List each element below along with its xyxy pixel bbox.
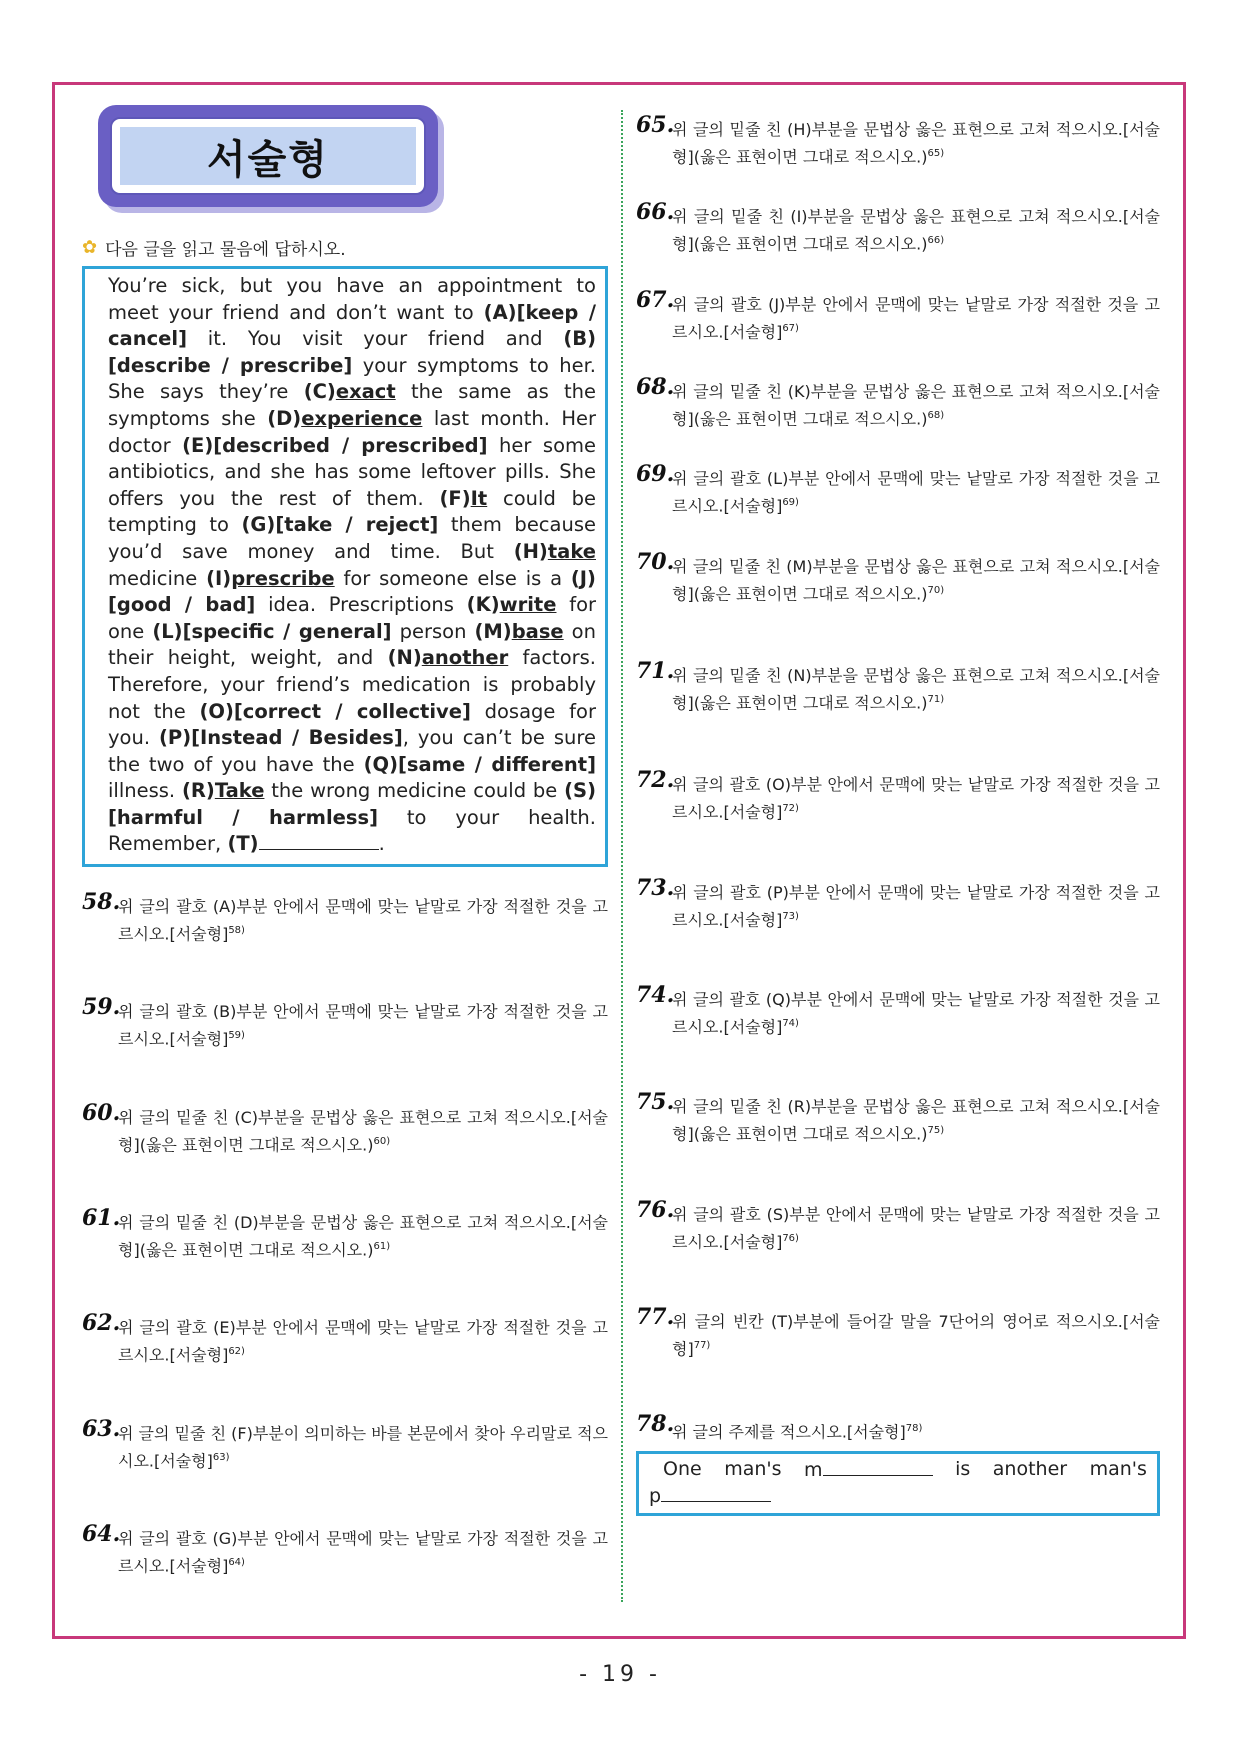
directions-text: 다음 글을 읽고 물음에 답하시오. — [105, 240, 346, 260]
section-banner — [98, 105, 438, 207]
question-78: 78. 위 글의 주제를 적으시오.[서술형]$^{78)}$ — [636, 1411, 923, 1442]
left-column — [82, 105, 608, 1578]
section-title: 서술형 — [120, 127, 416, 185]
question-62: 62. 위 글의 괄호 (E)부분 안에서 문맥에 맞는 낱말로 가장 적절한 것을 고르시오.[서술형]$^{62)}$ — [82, 1310, 608, 1365]
question-75: 75. 위 글의 밑줄 친 (R)부분을 문법상 옳은 표현으로 고쳐 적으시오.[서술형](옳은 표현이면 그대로 적으시오.)$^{75)}$ — [636, 1089, 1160, 1144]
answer-box-78: One man's m is another man's p — [636, 1451, 1160, 1516]
question-60: 60. 위 글의 밑줄 친 (C)부분을 문법상 옳은 표현으로 고쳐 적으시오.[서술형](옳은 표현이면 그대로 적으시오.)$^{60)}$ — [82, 1099, 608, 1155]
question-69: 69. 위 글의 괄호 (L)부분 안에서 문맥에 맞는 낱말로 가장 적절한 것을 고르시오.[서술형]$^{69)}$ — [636, 461, 1160, 516]
question-72: 72. 위 글의 괄호 (O)부분 안에서 문맥에 맞는 낱말로 가장 적절한 것을 고르시오.[서술형]$^{72)}$ — [636, 767, 1160, 822]
question-66: 66. 위 글의 밑줄 친 (I)부분을 문법상 옳은 표현으로 고쳐 적으시오.[서술형](옳은 표현이면 그대로 적으시오.)$^{66)}$ — [636, 199, 1160, 254]
question-77: 77. 위 글의 빈칸 (T)부분에 들어갈 말을 7단어의 영어로 적으시오.[서술형]$^{77)}$ — [636, 1303, 1160, 1359]
question-58: 58. 위 글의 괄호 (A)부분 안에서 문맥에 맞는 낱말로 가장 적절한 것을 고르시오.[서술형]$^{58)}$ — [82, 889, 608, 944]
page-number: - 19 - — [579, 1662, 661, 1687]
question-61: 61. 위 글의 밑줄 친 (D)부분을 문법상 옳은 표현으로 고쳐 적으시오.[서술형](옳은 표현이면 그대로 적으시오.)$^{61)}$ — [82, 1205, 608, 1260]
flower-icon: ✿ — [82, 237, 98, 258]
right-column — [636, 112, 1160, 1516]
blank-m[interactable] — [823, 1457, 933, 1476]
question-65: 65. 위 글의 밑줄 친 (H)부분을 문법상 옳은 표현으로 고쳐 적으시오.[서술형](옳은 표현이면 그대로 적으시오.)$^{65)}$ — [636, 112, 1160, 167]
question-76: 76. 위 글의 괄호 (S)부분 안에서 문맥에 맞는 낱말로 가장 적절한 것을 고르시오.[서술형]$^{76)}$ — [636, 1196, 1160, 1251]
question-73: 73. 위 글의 괄호 (P)부분 안에서 문맥에 맞는 낱말로 가장 적절한 것을 고르시오.[서술형]$^{73)}$ — [636, 874, 1160, 929]
reading-passage: You’re sick, but you have an appointment to meet your friend and don’t want to (A)[keep / cancel] it. You visit your friend and (B)[describe / prescribe] your symptoms to her. She says they’re (C)exact the same as the symptoms she (D)experience last month. Her doctor (E)[described / prescribed] her some antibiotics, and she has some leftover pills. She offers you the rest of them. (F)It could be tempting to (G)[take / reject] them because you’d save money and time. But (H)take medicine (I)prescribe for someone else is a (J)[good / bad] idea. Prescriptions (K)write for one (L)[specific / general] person (M)base on their height, weight, and (N)another factors. Therefore, your friend’s medication is probably not the (O)[correct / collective] dosage for you. (P)[Instead / Besides], you can’t be sure the two of you have the (Q)[same / different] illness. (R)Take the wrong medicine could be (S)[harmful / harmless] to your health. Remember, (T) . — [82, 266, 608, 867]
question-70: 70. 위 글의 밑줄 친 (M)부분을 문법상 옳은 표현으로 고쳐 적으시오.[서술형](옳은 표현이면 그대로 적으시오.)$^{70)}$ — [636, 548, 1160, 603]
blank-T[interactable] — [259, 831, 379, 850]
question-68: 68. 위 글의 밑줄 친 (K)부분을 문법상 옳은 표현으로 고쳐 적으시오.[서술형](옳은 표현이면 그대로 적으시오.)$^{68)}$ — [636, 373, 1160, 429]
question-59: 59. 위 글의 괄호 (B)부분 안에서 문맥에 맞는 낱말로 가장 적절한 것을 고르시오.[서술형]$^{59)}$ — [82, 994, 608, 1049]
blank-p[interactable] — [661, 1483, 771, 1502]
question-63: 63. 위 글의 밑줄 친 (F)부분이 의미하는 바를 본문에서 찾아 우리말로 적으시오.[서술형]$^{63)}$ — [82, 1415, 608, 1471]
question-71: 71. 위 글의 밑줄 친 (N)부분을 문법상 옳은 표현으로 고쳐 적으시오.[서술형](옳은 표현이면 그대로 적으시오.)$^{71)}$ — [636, 657, 1160, 713]
question-74: 74. 위 글의 괄호 (Q)부분 안에서 문맥에 맞는 낱말로 가장 적절한 것을 고르시오.[서술형]$^{74)}$ — [636, 981, 1160, 1037]
column-divider — [621, 110, 623, 1602]
question-67: 67. 위 글의 괄호 (J)부분 안에서 문맥에 맞는 낱말로 가장 적절한 것을 고르시오.[서술형]$^{67)}$ — [636, 286, 1160, 341]
directions — [82, 235, 608, 260]
question-64: 64. 위 글의 괄호 (G)부분 안에서 문맥에 맞는 낱말로 가장 적절한 것을 고르시오.[서술형]$^{64)}$ — [82, 1521, 608, 1576]
